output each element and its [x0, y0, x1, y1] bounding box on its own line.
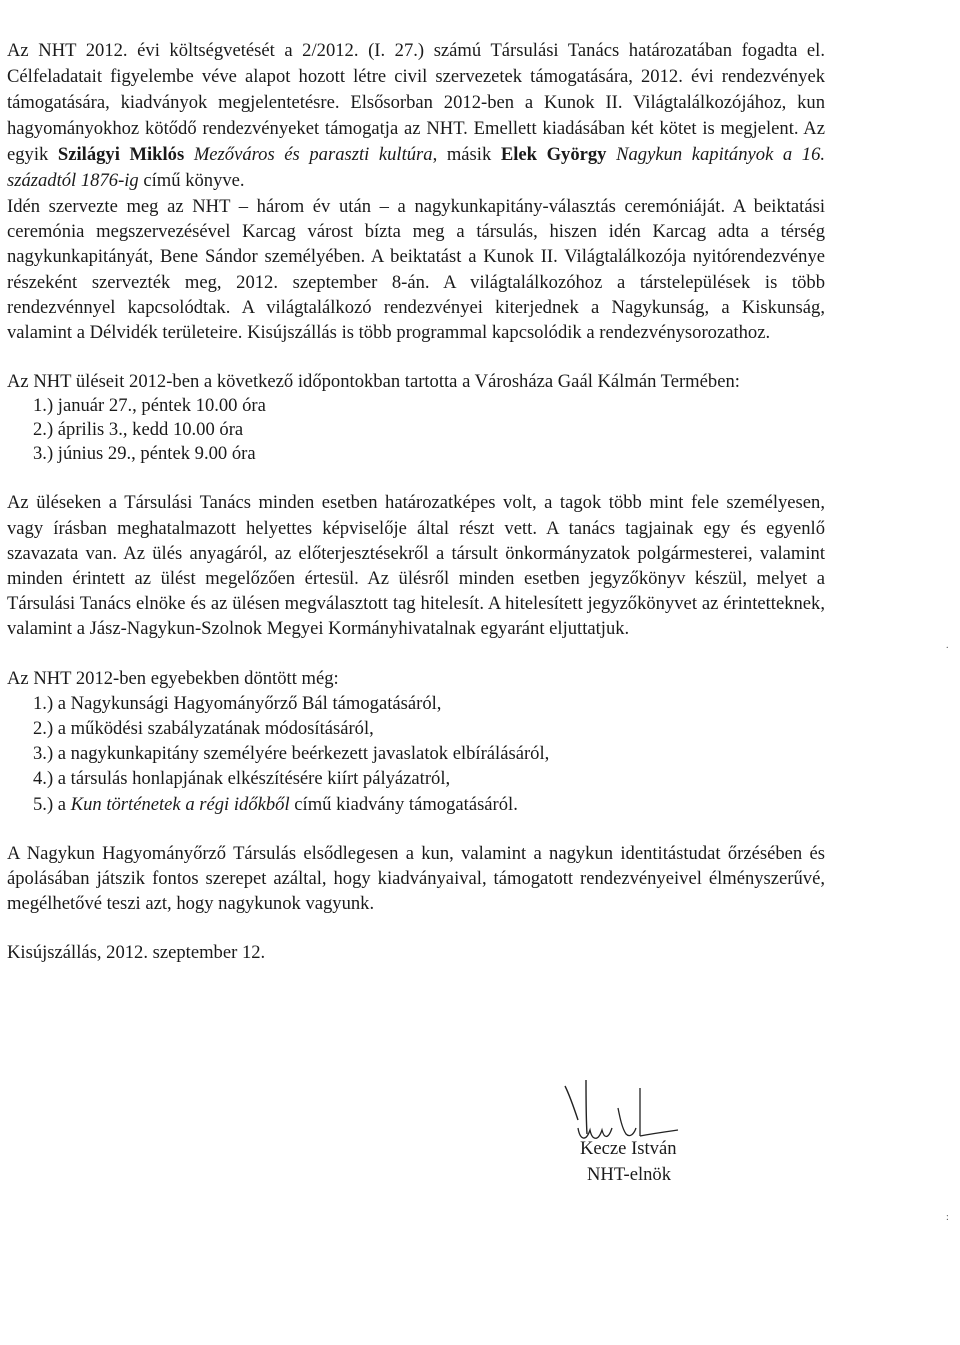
list-item: 4.) a társulás honlapjának elkészítésére kiírt pályázatról,	[33, 768, 451, 790]
signatory-name: Kecze István	[580, 1138, 677, 1159]
author-szilagyi: Szilágyi Miklós	[57, 144, 185, 165]
list-item: 5.) a Kun történetek a régi időkből című kiadvány támogatásáról.	[33, 793, 518, 815]
decisions-intro: Az NHT 2012-ben egyebekben döntött még:	[7, 667, 339, 689]
budget-text-3: című könyve.	[138, 170, 245, 191]
list-item: 2.) a működési szabályzatának módosításáról,	[33, 718, 374, 740]
author-elek: Elek György	[500, 144, 607, 165]
sessions-paragraph: Az üléseken a Társulási Tanács minden esetben határozatképes volt, a tagok több mint fele személyesen, vagy írásban meghatalmazott helyettes képviselője által részt vett. A tanács tagjainak egy és egyenlő szavazata van. Az ülés anyagáról, az előterjesztésekről a társult önkormányzatok polgármesterei, valamint minden érintett az ülést megelőzően értesül. Az ülésről minden esetben jegyzőkönyv készül, melyet a Társulási Tanács elnöke és az ülésen megválasztott tag hitelesít. A hitelesített jegyzőkönyvet az érintetteknek, valamint a Jász-Nagykun-Szolnok Megyei Kormányhivatalnak egyaránt eljuttatjuk.	[7, 492, 825, 640]
decisions-list	[7, 691, 825, 817]
budget-text: Az NHT 2012. évi költségvetését a 2/2012. (I. 27.) számú Társulási Tanács határozatában fogadta el. Célfeladatait figyelembe véve alapot hozott létre civil szervezetek támogatására, 2012. évi rendezvények támogatására, kiadványok megjelentetésre. Elsősorban 2012-ben a Kunok II. Világtalálkozójához, kun hagyományokhoz kötődő rendezvényeket támogatja az NHT. Emellett kiadásában két kötet is megjelent. Az egyik	[7, 40, 825, 165]
closing-paragraph: A Nagykun Hagyományőrző Társulás elsődlegesen a kun, valamint a nagykun identitástudat őrzésében és ápolásában játszik fontos szerepet azáltal, hogy kiadványaival, támogatott rendezvényeivel élményszerűvé, megélhetővé teszi azt, hogy nagykunok vagyunk.	[7, 842, 825, 915]
signature-block	[560, 1078, 740, 1193]
list-item: 3.) a nagykunkapitány személyére beérkezett javaslatok elbírálásáról,	[33, 743, 550, 765]
book-title-nagykun-kapitanyok: Nagykun kapitányok a 16. századtól 1876-ig	[7, 144, 826, 191]
budget-text-2: , másik	[432, 144, 501, 165]
publication-title: Kun történetek a régi időkből	[70, 793, 290, 815]
edge-mark: .	[946, 640, 949, 651]
edge-mark: :	[946, 1212, 949, 1223]
ceremony-paragraph: Idén szervezte meg az NHT – három év után – a nagykunkapitány-választás ceremóniáját. A beiktatási ceremónia megszervezésével Karcag várost bízta meg a társulás, hiszen idén Karcag adta a térség nagykunkapitányát, Bene Sándor személyében. A beiktatást a Kunok II. Világtalálkozója nyitórendezvénye részeként szervezték meg, 2012. szeptember 8-án. A világtalálkozóhoz a társtelepülések is több rendezvénnyel kapcsolódtak. A világtalálkozó rendezvényei kiterjednek a Nagykunság, a Kiskunság, valamint a Délvidék területeire. Kisújszállás is több programmal kapcsolódik a rendezvénysorozathoz.	[7, 196, 825, 344]
list-item: 1.) a Nagykunsági Hagyományőrző Bál támogatásáról,	[33, 692, 442, 714]
place-date: Kisújszállás, 2012. szeptember 12.	[7, 942, 266, 964]
document-page	[7, 38, 825, 966]
meetings-list	[7, 394, 825, 466]
list-item: 1.) január 27., péntek 10.00 óra	[33, 395, 266, 417]
meetings-intro: Az NHT üléseit 2012-ben a következő időpontokban tartotta a Városháza Gaál Kálmán Termében:	[7, 371, 740, 393]
list-item: 3.) június 29., péntek 9.00 óra	[33, 443, 256, 465]
list-item: 2.) április 3., kedd 10.00 óra	[33, 419, 244, 441]
signatory-title: NHT-elnök	[587, 1164, 672, 1185]
budget-paragraph	[7, 38, 825, 194]
book-title-mezovaros: Mezőváros és paraszti kultúra	[193, 144, 433, 165]
